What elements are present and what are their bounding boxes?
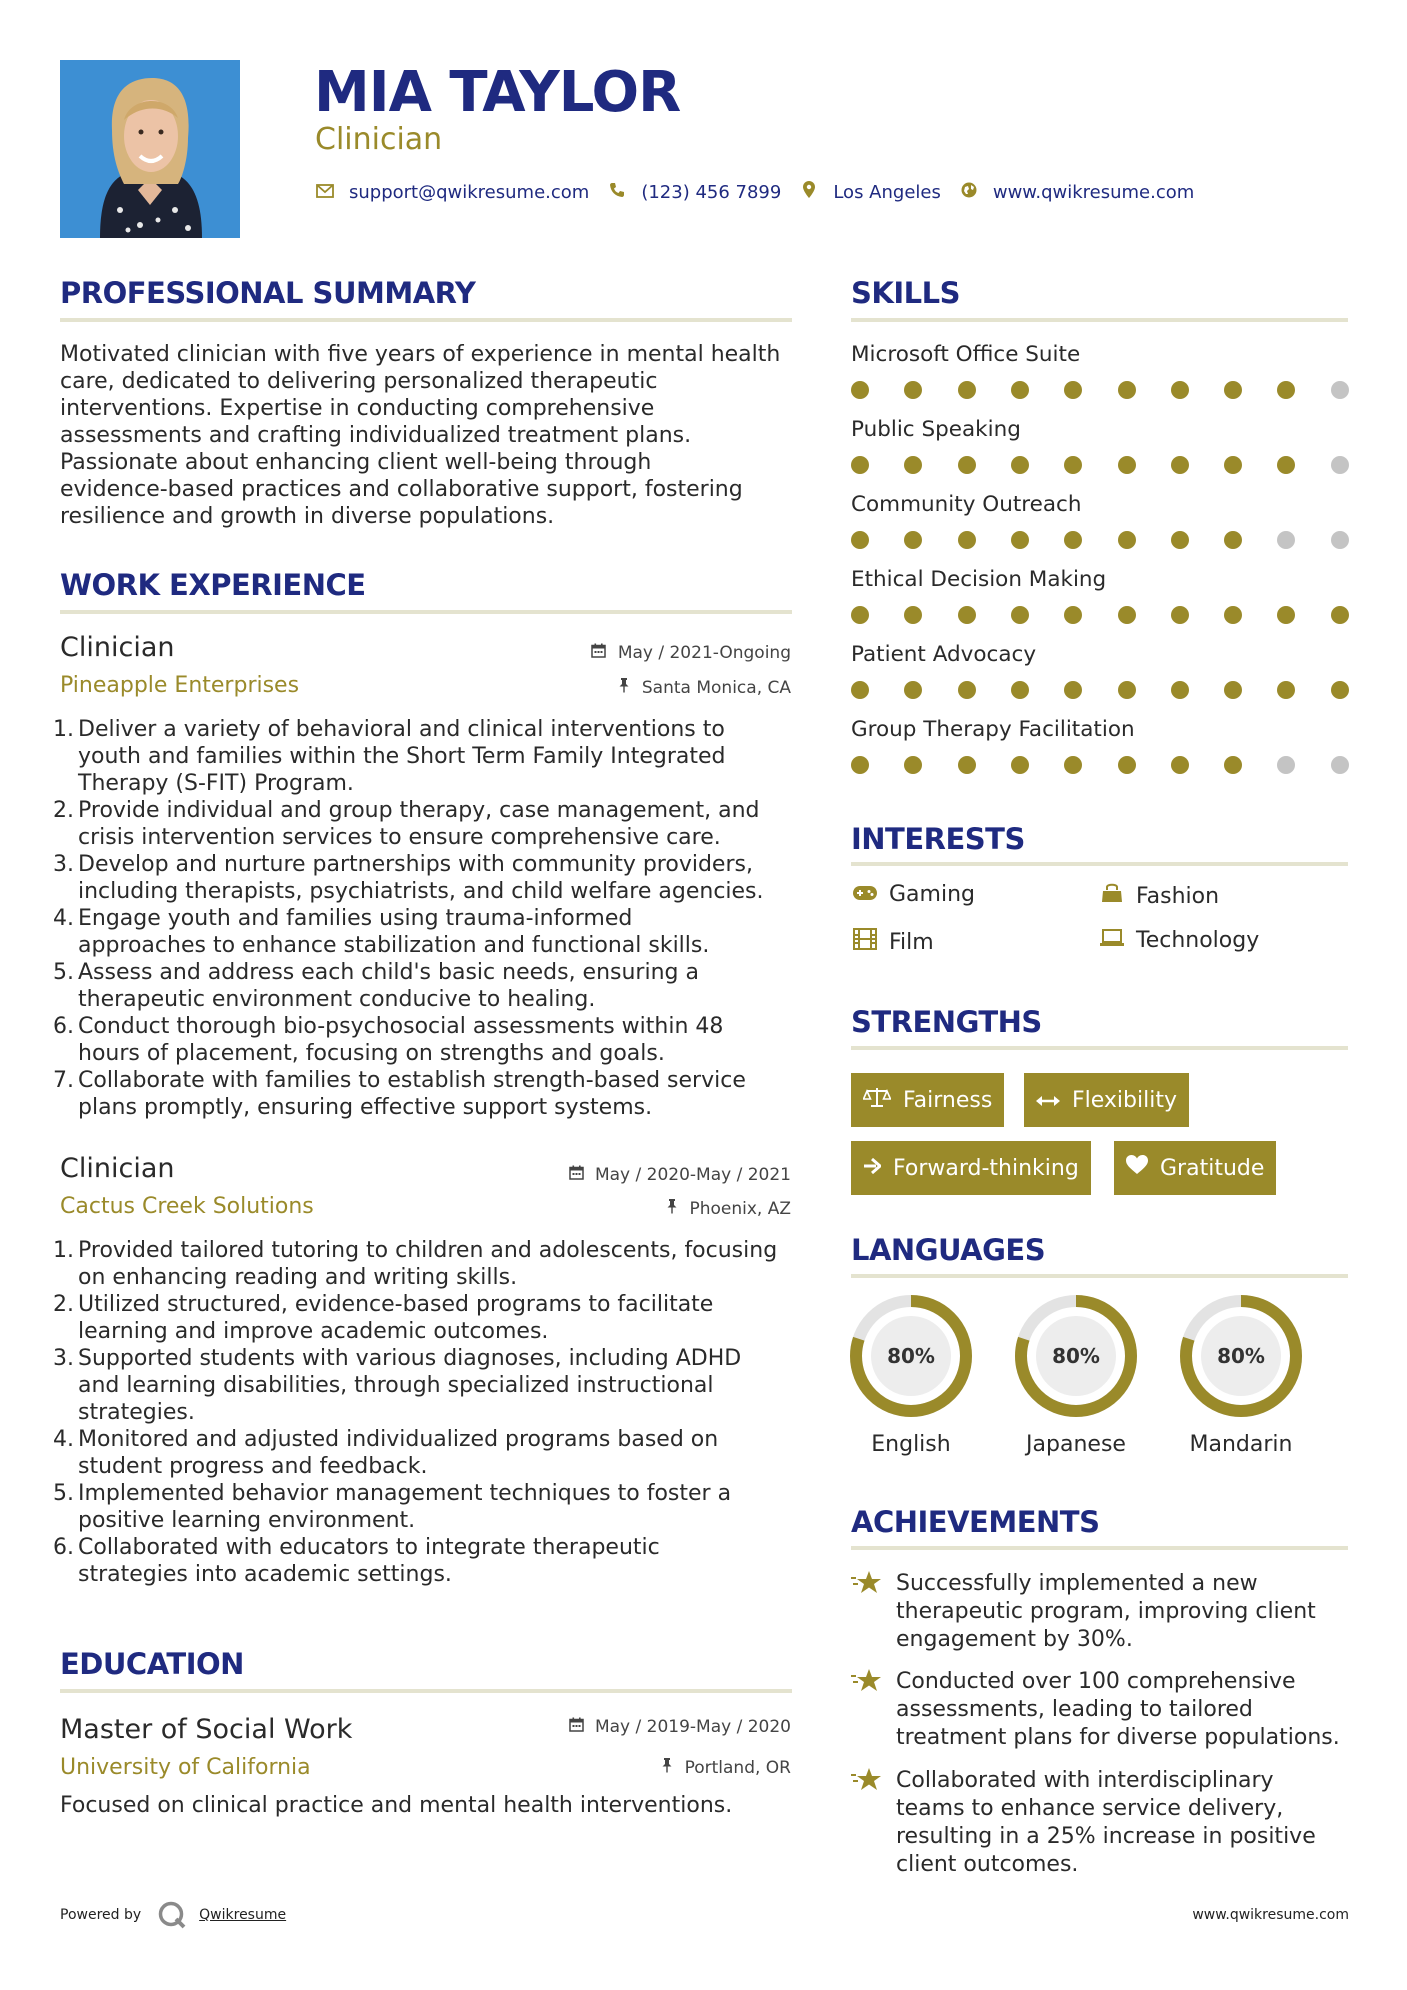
calendar-icon xyxy=(569,1165,589,1185)
rating-dot-filled xyxy=(958,681,976,699)
interest-item xyxy=(1098,882,1219,910)
strength-tag xyxy=(851,1141,1091,1195)
interest-label: Gaming xyxy=(889,882,975,907)
rating-dot-filled xyxy=(1118,531,1136,549)
achievement-line: Successfully implemented a new xyxy=(896,1571,1258,1596)
rating-dot-filled xyxy=(1118,381,1136,399)
achievements-rule xyxy=(851,1546,1348,1550)
rating-dot-filled xyxy=(1171,381,1189,399)
rating-dot-filled xyxy=(904,381,922,399)
summary-line: assessments and crafting individualized treatment plans. xyxy=(60,423,692,448)
rating-dot-filled xyxy=(1011,531,1029,549)
rating-dot-filled xyxy=(1171,681,1189,699)
rating-dot-filled xyxy=(1224,531,1242,549)
rating-dot-filled xyxy=(1011,756,1029,774)
rating-dot-filled xyxy=(1277,456,1295,474)
skill-rating xyxy=(851,681,1351,699)
list-item: 1. Deliver a variety of behavioral and clinical interventions to youth and families within the Short Term Family Integrated Therapy (S-FIT) Program. xyxy=(53,717,726,796)
summary-heading: PROFESSIONAL SUMMARY xyxy=(60,276,476,310)
language-item xyxy=(849,1294,973,1457)
rating-dot-filled xyxy=(904,456,922,474)
skill-rating xyxy=(851,456,1351,474)
strength-label: Gratitude xyxy=(1160,1155,1265,1181)
rating-dot-filled xyxy=(1064,606,1082,624)
job-dates-text: May / 2021-Ongoing xyxy=(617,643,791,663)
contact-bar xyxy=(315,178,1212,206)
job-location-text: Santa Monica, CA xyxy=(641,678,791,698)
achievement-line: client outcomes. xyxy=(896,1852,1079,1877)
heart-icon xyxy=(1126,1155,1148,1181)
location-text: Los Angeles xyxy=(833,181,941,203)
degree-title: Master of Social Work xyxy=(60,1714,353,1745)
language-percent: 80% xyxy=(1052,1344,1100,1368)
summary-line: interventions. Expertise in conducting comprehensive xyxy=(60,396,655,421)
summary-line: care, dedicated to delivering personalized therapeutic xyxy=(60,369,658,394)
education-location xyxy=(661,1758,791,1778)
rating-dot-empty xyxy=(1277,531,1295,549)
rating-dot-filled xyxy=(1118,756,1136,774)
map-pin-icon xyxy=(799,181,819,203)
job-location xyxy=(666,1199,791,1219)
skill-rating xyxy=(851,606,1351,624)
strength-tag xyxy=(1114,1141,1276,1195)
rating-dot-filled xyxy=(904,606,922,624)
job-company: Pineapple Enterprises xyxy=(60,673,300,698)
rating-dot-empty xyxy=(1331,381,1349,399)
calendar-icon xyxy=(591,643,611,663)
rating-dot-filled xyxy=(1011,456,1029,474)
rating-dot-filled xyxy=(1064,681,1082,699)
email-text: support@qwikresume.com xyxy=(349,181,590,203)
job-title: Clinician xyxy=(60,632,175,663)
interests-rule xyxy=(851,862,1348,866)
skills-heading: SKILLS xyxy=(851,276,960,310)
interest-item xyxy=(851,882,975,907)
achievements-heading: ACHIEVEMENTS xyxy=(851,1505,1100,1539)
summary-line: resilience and growth in diverse populations. xyxy=(60,504,555,529)
achievement-line: resulting in a 25% increase in positive xyxy=(896,1824,1316,1849)
job-title: Clinician xyxy=(60,1153,175,1184)
interest-label: Technology xyxy=(1136,928,1260,953)
language-item xyxy=(1014,1294,1138,1457)
candidate-name: MIA TAYLOR xyxy=(314,60,681,125)
rating-dot-filled xyxy=(1118,606,1136,624)
rating-dot-filled xyxy=(1171,456,1189,474)
skill-rating xyxy=(851,381,1351,399)
achievement-item xyxy=(851,1668,1351,1752)
job-dates-text: May / 2020-May / 2021 xyxy=(594,1165,791,1185)
rating-dot-filled xyxy=(851,531,869,549)
list-item: 2. Utilized structured, evidence-based programs to facilitate learning and improve academic outcomes. xyxy=(53,1292,714,1344)
website-text: www.qwikresume.com xyxy=(992,181,1195,203)
rating-dot-filled xyxy=(958,606,976,624)
list-item: 4. Engage youth and families using trauma-informed approaches to enhance stabilization and functional skills. xyxy=(53,906,710,958)
achievement-line: teams to enhance service delivery, xyxy=(896,1796,1284,1821)
language-name: English xyxy=(871,1432,951,1457)
interest-label: Film xyxy=(889,929,934,955)
rating-dot-filled xyxy=(851,606,869,624)
rating-dot-filled xyxy=(1277,606,1295,624)
pin-icon xyxy=(618,678,635,698)
skill-name: Patient Advocacy xyxy=(851,642,1037,667)
strength-label: Fairness xyxy=(903,1087,993,1113)
list-item: 6. Collaborated with educators to integrate therapeutic strategies into academic settings. xyxy=(53,1535,660,1587)
education-description: Focused on clinical practice and mental health interventions. xyxy=(60,1793,733,1818)
arrows-horizontal-icon xyxy=(1036,1088,1060,1113)
handbag-icon xyxy=(1098,882,1126,910)
job-bullets xyxy=(53,1237,798,1588)
qwikresume-link[interactable]: Qwikresume xyxy=(199,1907,287,1923)
job-company: Cactus Creek Solutions xyxy=(60,1194,314,1219)
summary-line: evidence-based practices and collaborative support, fostering xyxy=(60,477,743,502)
list-item: 7. Collaborate with families to establish strength-based service plans promptly, ensuring effective support systems. xyxy=(53,1068,746,1120)
summary-line: Passionate about enhancing client well-being through xyxy=(60,450,652,475)
education-dates-text: May / 2019-May / 2020 xyxy=(594,1717,791,1737)
rating-dot-filled xyxy=(1277,681,1295,699)
rating-dot-filled xyxy=(1171,606,1189,624)
languages-heading: LANGUAGES xyxy=(851,1233,1046,1267)
rating-dot-filled xyxy=(1224,606,1242,624)
rating-dot-empty xyxy=(1331,531,1349,549)
language-item xyxy=(1179,1294,1303,1457)
gamepad-icon xyxy=(851,882,879,907)
list-item: 5. Implemented behavior management techniques to foster a positive learning environment. xyxy=(53,1481,732,1533)
list-item: 2. Provide individual and group therapy, case management, and crisis intervention services to ensure comprehensive care. xyxy=(53,798,760,850)
achievement-line: assessments, leading to tailored xyxy=(896,1697,1253,1722)
rating-dot-filled xyxy=(1011,606,1029,624)
rating-dot-filled xyxy=(958,381,976,399)
phone-text: (123) 456 7899 xyxy=(641,181,782,203)
achievement-line: treatment plans for diverse populations. xyxy=(896,1725,1340,1750)
list-item: 1. Provided tailored tutoring to children and adolescents, focusing on enhancing reading and writing skills. xyxy=(53,1238,778,1290)
footer-powered-by xyxy=(60,1900,286,1930)
rating-dot-filled xyxy=(851,381,869,399)
rating-dot-filled xyxy=(904,756,922,774)
language-progress-ring xyxy=(1179,1294,1303,1418)
contact-email[interactable] xyxy=(315,182,589,203)
film-icon xyxy=(851,928,879,956)
strength-tag xyxy=(851,1073,1004,1127)
language-percent: 80% xyxy=(1217,1344,1265,1368)
summary-line: Motivated clinician with five years of experience in mental health xyxy=(60,342,781,367)
rating-dot-filled xyxy=(1064,456,1082,474)
job-location xyxy=(618,678,791,698)
rating-dot-filled xyxy=(851,681,869,699)
contact-phone[interactable] xyxy=(607,182,781,203)
skills-rule xyxy=(851,318,1348,322)
skill-name: Ethical Decision Making xyxy=(851,567,1107,592)
experience-rule xyxy=(60,610,792,614)
job-bullets xyxy=(53,716,798,1121)
education-dates xyxy=(569,1717,791,1737)
rating-dot-filled xyxy=(1011,681,1029,699)
education-rule xyxy=(60,1689,792,1693)
interests-heading: INTERESTS xyxy=(851,822,1025,856)
experience-heading: WORK EXPERIENCE xyxy=(60,568,366,602)
language-name: Mandarin xyxy=(1189,1432,1293,1457)
rating-dot-filled xyxy=(958,456,976,474)
language-percent: 80% xyxy=(887,1344,935,1368)
rating-dot-filled xyxy=(1331,606,1349,624)
list-item: 3. Supported students with various diagnoses, including ADHD and learning disabilities, through specialized instructional strategies. xyxy=(53,1346,742,1425)
star-icon xyxy=(851,1668,883,1700)
pin-icon xyxy=(661,1758,678,1778)
language-progress-ring xyxy=(849,1294,973,1418)
envelope-icon xyxy=(315,182,335,203)
list-item: 6. Conduct thorough bio-psychosocial assessments within 48 hours of placement, focusing on strengths and goals. xyxy=(53,1014,724,1066)
footer-website[interactable]: www.qwikresume.com xyxy=(1192,1907,1349,1923)
achievement-line: Conducted over 100 comprehensive xyxy=(896,1669,1296,1694)
profile-photo xyxy=(60,60,240,238)
star-icon xyxy=(851,1570,883,1602)
strength-label: Flexibility xyxy=(1072,1087,1177,1113)
languages-rule xyxy=(851,1274,1348,1278)
rating-dot-filled xyxy=(1171,756,1189,774)
summary-rule xyxy=(60,318,792,322)
rating-dot-filled xyxy=(1224,756,1242,774)
rating-dot-filled xyxy=(1118,456,1136,474)
achievement-line: engagement by 30%. xyxy=(896,1627,1133,1652)
rating-dot-filled xyxy=(1331,681,1349,699)
summary-text xyxy=(60,341,792,530)
strengths-heading: STRENGTHS xyxy=(851,1005,1042,1039)
rating-dot-filled xyxy=(1224,456,1242,474)
arrow-right-icon xyxy=(863,1156,881,1181)
education-heading: EDUCATION xyxy=(60,1647,244,1681)
language-progress-ring xyxy=(1014,1294,1138,1418)
school-name: University of California xyxy=(60,1755,311,1780)
skill-rating xyxy=(851,756,1351,774)
skill-rating xyxy=(851,531,1351,549)
rating-dot-filled xyxy=(1171,531,1189,549)
phone-icon xyxy=(607,182,627,203)
powered-by-text: Powered by xyxy=(60,1907,142,1923)
rating-dot-empty xyxy=(1331,756,1349,774)
interest-label: Fashion xyxy=(1136,883,1220,909)
list-item: 5. Assess and address each child's basic needs, ensuring a therapeutic environment conducive to healing. xyxy=(53,960,699,1012)
achievement-item xyxy=(851,1570,1351,1654)
rating-dot-filled xyxy=(851,756,869,774)
skill-name: Group Therapy Facilitation xyxy=(851,717,1135,742)
scale-icon xyxy=(863,1086,891,1114)
skill-name: Microsoft Office Suite xyxy=(851,342,1081,367)
strengths-rule xyxy=(851,1046,1348,1050)
rating-dot-filled xyxy=(851,456,869,474)
contact-website[interactable] xyxy=(959,182,1194,203)
language-name: Japanese xyxy=(1026,1432,1126,1457)
rating-dot-filled xyxy=(958,756,976,774)
rating-dot-filled xyxy=(1224,681,1242,699)
skill-name: Community Outreach xyxy=(851,492,1082,517)
qwikresume-logo-icon xyxy=(157,1900,187,1930)
achievement-item xyxy=(851,1767,1351,1879)
rating-dot-filled xyxy=(1064,531,1082,549)
rating-dot-filled xyxy=(1277,381,1295,399)
globe-icon xyxy=(959,182,979,203)
rating-dot-filled xyxy=(958,531,976,549)
achievement-line: Collaborated with interdisciplinary xyxy=(896,1768,1274,1793)
pin-icon xyxy=(666,1199,683,1219)
rating-dot-filled xyxy=(1118,681,1136,699)
rating-dot-empty xyxy=(1277,756,1295,774)
rating-dot-filled xyxy=(1224,381,1242,399)
job-dates xyxy=(569,1165,791,1185)
list-item: 3. Develop and nurture partnerships with community providers, including therapists, psychiatrists, and child welfare agencies. xyxy=(53,852,764,904)
rating-dot-filled xyxy=(904,681,922,699)
rating-dot-filled xyxy=(1064,381,1082,399)
job-location-text: Phoenix, AZ xyxy=(689,1199,791,1219)
rating-dot-filled xyxy=(904,531,922,549)
strength-tag xyxy=(1024,1073,1189,1127)
calendar-icon xyxy=(569,1717,589,1737)
education-location-text: Portland, OR xyxy=(684,1758,791,1778)
star-icon xyxy=(851,1767,883,1799)
interest-item xyxy=(851,928,934,956)
list-item: 4. Monitored and adjusted individualized programs based on student progress and feedback. xyxy=(53,1427,719,1479)
laptop-icon xyxy=(1098,928,1126,953)
skill-name: Public Speaking xyxy=(851,417,1021,442)
job-dates xyxy=(591,643,791,663)
strength-label: Forward-thinking xyxy=(893,1155,1079,1181)
interest-item xyxy=(1098,928,1259,953)
rating-dot-filled xyxy=(1011,381,1029,399)
candidate-title: Clinician xyxy=(315,122,443,157)
rating-dot-filled xyxy=(1064,756,1082,774)
contact-location xyxy=(799,181,941,203)
achievement-line: therapeutic program, improving client xyxy=(896,1599,1316,1624)
rating-dot-empty xyxy=(1331,456,1349,474)
